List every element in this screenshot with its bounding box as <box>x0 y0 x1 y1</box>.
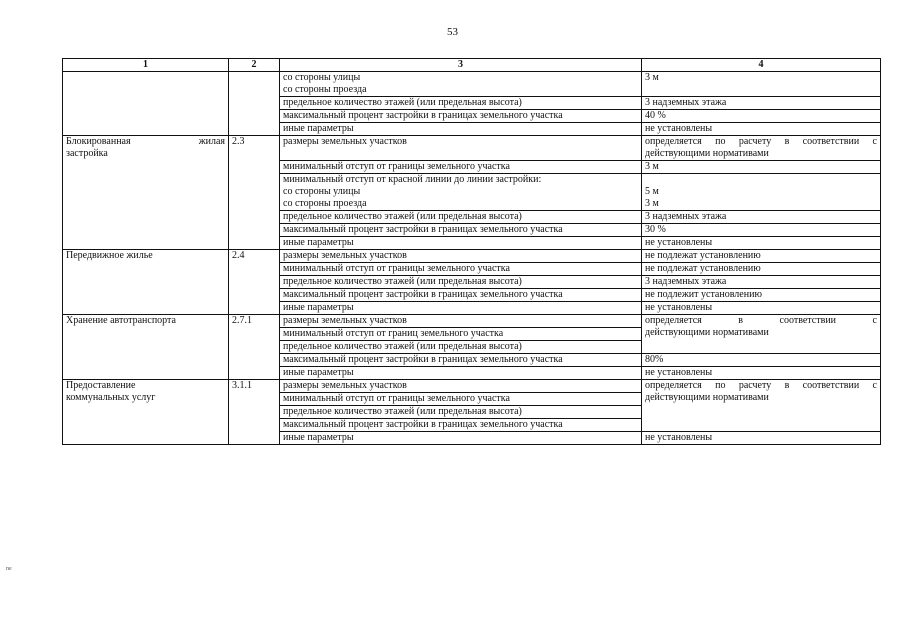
value-cell: 30 % <box>642 224 881 237</box>
param-cell: максимальный процент застройки в границах земельного участка <box>280 110 642 123</box>
param-cell: минимальный отступ от границы земельного участка <box>280 263 642 276</box>
param-cell: минимальный отступ от границы земельного участка <box>280 393 642 406</box>
param-cell: максимальный процент застройки в границах земельного участка <box>280 224 642 237</box>
param-cell: предельное количество этажей (или предельная высота) <box>280 276 642 289</box>
param-cell: иные параметры <box>280 367 642 380</box>
value-cell: 80% <box>642 354 881 367</box>
use-name-cell <box>63 72 229 136</box>
value-cell: 3 надземных этажа <box>642 211 881 224</box>
use-name-cell <box>63 380 229 445</box>
param-cell: иные параметры <box>280 123 642 136</box>
header-row <box>63 59 881 72</box>
use-name-cell: Хранение автотранспорта <box>63 315 229 380</box>
use-name-cell <box>63 136 229 250</box>
param-cell: предельное количество этажей (или предельная высота) <box>280 341 642 354</box>
value-cell: не подлежит установлению <box>642 289 881 302</box>
table-row <box>63 315 881 328</box>
use-name-line: коммунальных услуг <box>66 392 156 403</box>
page-number: 53 <box>447 26 458 38</box>
header-col-4: 4 <box>642 59 881 72</box>
value-cell: не установлены <box>642 123 881 136</box>
param-cell: иные параметры <box>280 237 642 250</box>
use-code-cell: 2.3 <box>229 136 280 250</box>
param-cell: иные параметры <box>280 302 642 315</box>
value-line: определяется в соответствии с <box>645 315 877 326</box>
value-line <box>645 174 877 186</box>
value-cell-merged <box>642 315 881 354</box>
param-line: со стороны проезда <box>283 198 367 209</box>
value-cell: определяется по расчету в соответствии с действующими нормативами <box>642 136 881 161</box>
use-code-cell: 3.1.1 <box>229 380 280 445</box>
use-code-cell: 2.7.1 <box>229 315 280 380</box>
regulations-table <box>62 58 881 445</box>
use-name-line: застройка <box>66 148 108 159</box>
value-cell: не подлежат установлению <box>642 263 881 276</box>
value-cell: 40 % <box>642 110 881 123</box>
param-cell: предельное количество этажей (или предельная высота) <box>280 97 642 110</box>
value-cell: не установлены <box>642 432 881 445</box>
use-name-line: Предоставление <box>66 380 136 391</box>
header-col-1: 1 <box>63 59 229 72</box>
param-line: со стороны проезда <box>283 84 367 95</box>
param-cell <box>280 72 642 97</box>
param-cell: иные параметры <box>280 432 642 445</box>
value-line: 3 м <box>645 198 659 209</box>
param-cell: предельное количество этажей (или предельная высота) <box>280 211 642 224</box>
param-line: со стороны улицы <box>283 186 361 197</box>
value-line: 5 м <box>645 186 659 197</box>
table-row <box>63 136 881 161</box>
use-code-cell <box>229 72 280 136</box>
use-name-line: Блокированная жилая <box>66 136 225 147</box>
param-cell: максимальный процент застройки в границах земельного участка <box>280 419 642 432</box>
value-cell: 3 надземных этажа <box>642 97 881 110</box>
value-cell: 3 надземных этажа <box>642 276 881 289</box>
param-line: со стороны улицы <box>283 72 361 83</box>
param-cell: размеры земельных участков <box>280 315 642 328</box>
margin-mark: ne <box>6 566 12 572</box>
param-cell: минимальный отступ от границы земельного участка <box>280 161 642 174</box>
use-name-cell: Передвижное жилье <box>63 250 229 315</box>
value-cell: 3 м <box>642 161 881 174</box>
header-col-2: 2 <box>229 59 280 72</box>
value-cell: 3 м <box>642 72 881 97</box>
use-code-cell: 2.4 <box>229 250 280 315</box>
value-cell: не установлены <box>642 302 881 315</box>
header-col-3: 3 <box>280 59 642 72</box>
param-cell: предельное количество этажей (или предельная высота) <box>280 406 642 419</box>
value-cell: не установлены <box>642 367 881 380</box>
param-cell: размеры земельных участков <box>280 250 642 263</box>
value-cell-merged: определяется по расчету в соответствии с действующими нормативами <box>642 380 881 432</box>
param-cell <box>280 174 642 211</box>
param-cell: минимальный отступ от границ земельного участка <box>280 328 642 341</box>
table-row <box>63 72 881 97</box>
value-line: действующими нормативами <box>645 327 769 338</box>
value-cell: не установлены <box>642 237 881 250</box>
param-cell: максимальный процент застройки в границах земельного участка <box>280 289 642 302</box>
param-line: минимальный отступ от красной линии до линии застройки: <box>283 174 542 185</box>
param-cell: размеры земельных участков <box>280 136 642 161</box>
table-row <box>63 380 881 393</box>
value-cell: не подлежат установлению <box>642 250 881 263</box>
table-row <box>63 250 881 263</box>
param-cell: максимальный процент застройки в границах земельного участка <box>280 354 642 367</box>
param-cell: размеры земельных участков <box>280 380 642 393</box>
value-cell <box>642 174 881 211</box>
